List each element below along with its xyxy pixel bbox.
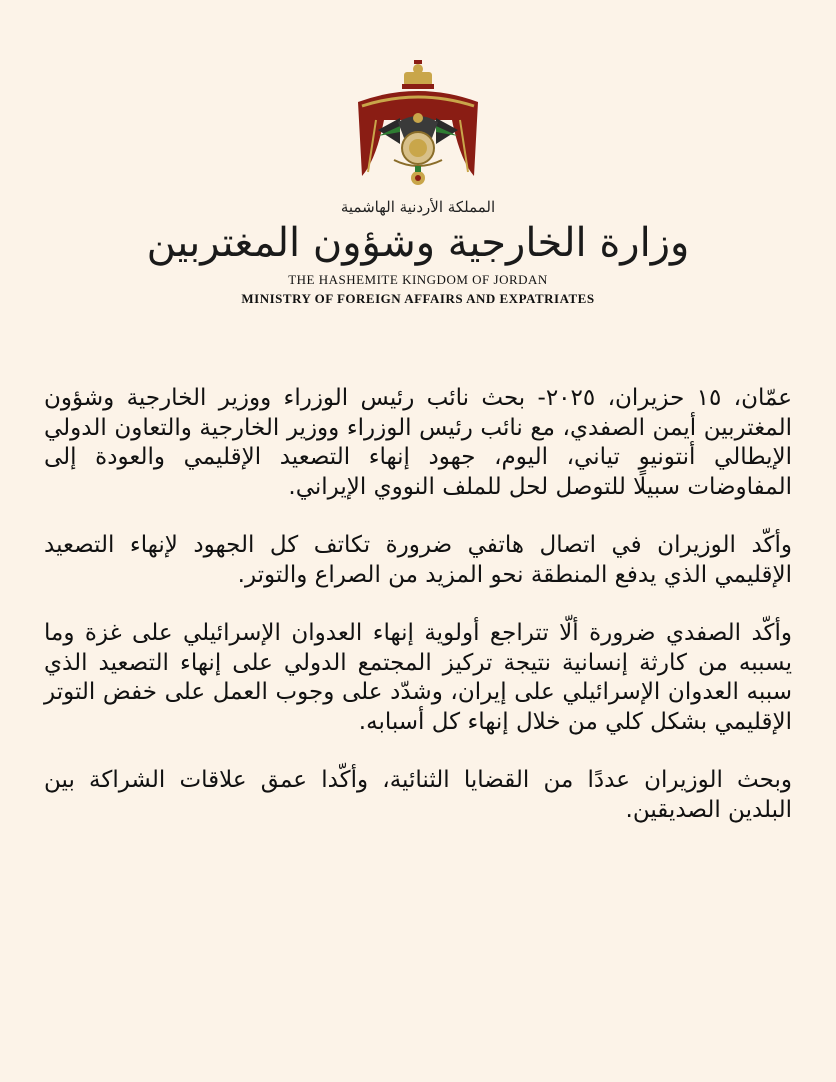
ministry-name-english: MINISTRY OF FOREIGN AFFAIRS AND EXPATRIATES: [241, 291, 595, 306]
kingdom-name-arabic: المملكة الأردنية الهاشمية: [340, 198, 496, 216]
statement-body: [44, 384, 792, 854]
paragraph-4: وبحث الوزيران عددًا من القضايا الثنائية، وأكّدا عمق علاقات الشراكة بين البلدين الصديقين.: [44, 767, 792, 823]
ministry-letterhead: [0, 60, 836, 307]
coat-of-arms-emblem: [348, 60, 488, 192]
kingdom-name-english: THE HASHEMITE KINGDOM OF JORDAN: [288, 272, 548, 287]
paragraph-1: عمّان، ١٥ حزيران، ٢٠٢٥- بحث نائب رئيس الوزراء ووزير الخارجية وشؤون المغتربين أيمن الصفدي، مع نائب رئيس الوزراء ووزير الخارجية والتعاون الدولي الإيطالي أنتونيو تياني، اليوم، جهود إنهاء التصعيد الإقليمي والعودة إلى المفاوضات سبيلًا للتوصل لحل للملف النووي الإيراني.: [44, 385, 793, 500]
ministry-name-arabic: وزارة الخارجية وشؤون المغتربين: [146, 220, 690, 266]
paragraph-3: وأكّد الصفدي ضرورة ألّا تتراجع أولوية إنهاء العدوان الإسرائيلي على غزة وما يسببه من كارثة إنسانية نتيجة تركيز المجتمع الدولي على إنهاء التصعيد الذي سببه العدوان الإسرائيلي على إيران، وشدّد على وجوب العمل على خفض التوتر الإقليمي بشكل كلي من خلال إنهاء كل أسبابه.: [44, 620, 792, 735]
paragraph-2: وأكّد الوزيران في اتصال هاتفي ضرورة تكاتف كل الجهود لإنهاء التصعيد الإقليمي الذي يدفع المنطقة نحو المزيد من الصراع والتوتر.: [44, 532, 792, 588]
